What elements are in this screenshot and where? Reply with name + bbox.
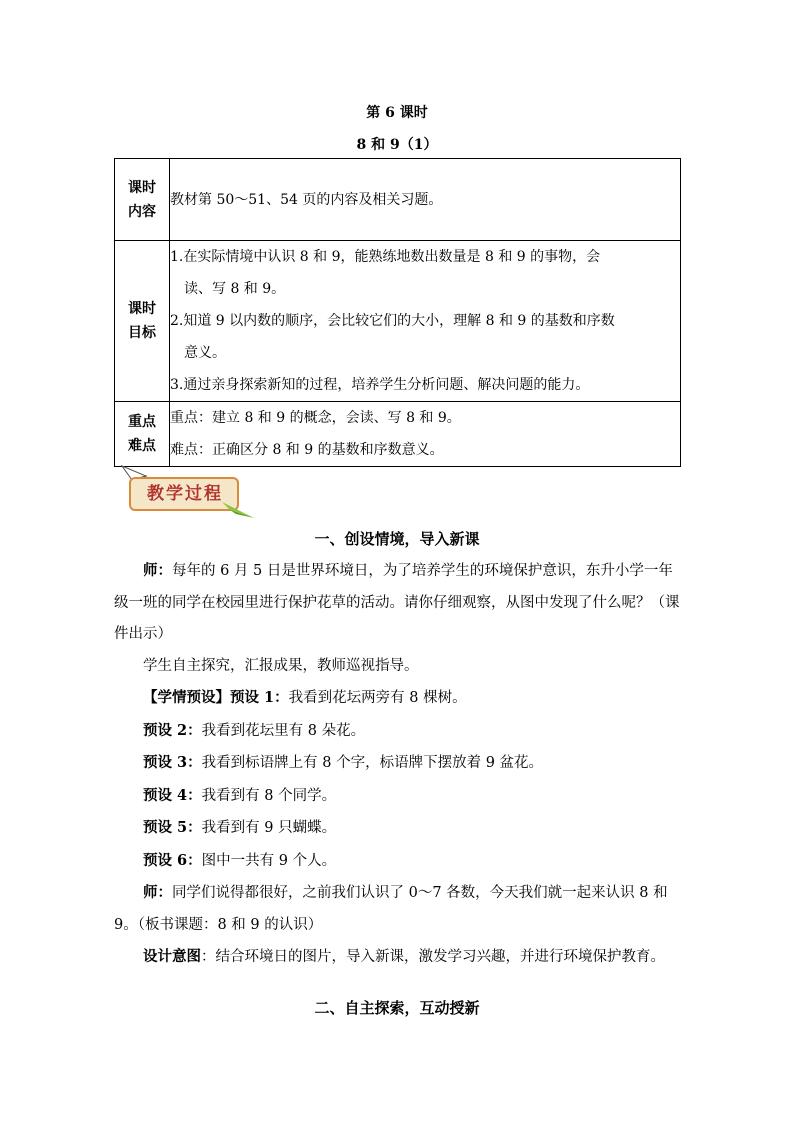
paragraph-preset-4: 预设 4：我看到有 8 个同学。 xyxy=(143,786,337,804)
paragraph-preset-6: 预设 6：图中一共有 9 个人。 xyxy=(143,851,337,869)
goals-text: 1.在实际情境中认识 8 和 9，能熟练地数出数量是 8 和 9 的事物，会 读、写 8 和 9。 2.知道 9 以内数的顺序，会比较它们的大小，理解 8 和 9 的基数和序数 意义。 3.通过亲身探索新知的过程，培养学生分析问题、解决问题的能力。 xyxy=(170,241,681,402)
paragraph-preset-5: 预设 5：我看到有 9 只蝴蝶。 xyxy=(143,819,337,836)
paragraph-teacher-intro: 师：每年的 6 月 5 日是世界环境日，为了培养学生的环境保护意识，东升小学一年级一班的同学在校园里进行保护花草的活动。请你仔细观察，从图中发现了什么呢？（课件出示） xyxy=(114,562,680,642)
teaching-process-banner xyxy=(118,462,258,520)
lesson-number: 第 6 课时 xyxy=(366,105,428,121)
paragraph-preset-1: 【学情预设】预设 1：我看到花坛两旁有 8 棵树。 xyxy=(143,689,467,706)
section-1-body xyxy=(114,555,680,974)
table-row-key-points xyxy=(115,402,681,467)
table-row-content xyxy=(115,159,681,241)
paragraph-design-intent: 设计意图：结合环境日的图片，导入新课，激发学习兴趣，并进行环境保护教育。 xyxy=(143,948,665,965)
paragraph-teacher-summary: 师：同学们说得都很好，之前我们认识了 0～7 各数，今天我们就一起来认识 8 和 9。（板书课题：8 和 9 的认识） xyxy=(114,884,668,933)
paragraph-student-explore: 学生自主探究，汇报成果，教师巡视指导。 xyxy=(143,657,419,674)
lesson-topic: 8 和 9（1） xyxy=(356,137,438,153)
paragraph-preset-2: 预设 2：我看到花坛里有 8 朵花。 xyxy=(143,721,366,739)
key-label: 重点 难点 xyxy=(115,402,170,467)
paragraph-preset-3: 预设 3：我看到标语牌上有 8 个字，标语牌下摆放着 9 盆花。 xyxy=(143,754,544,771)
content-text: 教材第 50～51、54 页的内容及相关习题。 xyxy=(170,159,681,241)
content-label: 课时 内容 xyxy=(115,159,170,241)
table-row-goals xyxy=(115,241,681,402)
goals-label: 课时 目标 xyxy=(115,241,170,402)
key-text: 重点：建立 8 和 9 的概念，会读、写 8 和 9。 难点：正确区分 8 和 9 的基数和序数意义。 xyxy=(170,402,681,467)
section-2-heading: 二、自主探索，互动授新 xyxy=(314,999,480,1017)
section-1-heading: 一、创设情境，导入新课 xyxy=(314,530,480,548)
lesson-plan-table xyxy=(114,158,681,467)
banner-label: 教学过程 xyxy=(147,484,223,504)
